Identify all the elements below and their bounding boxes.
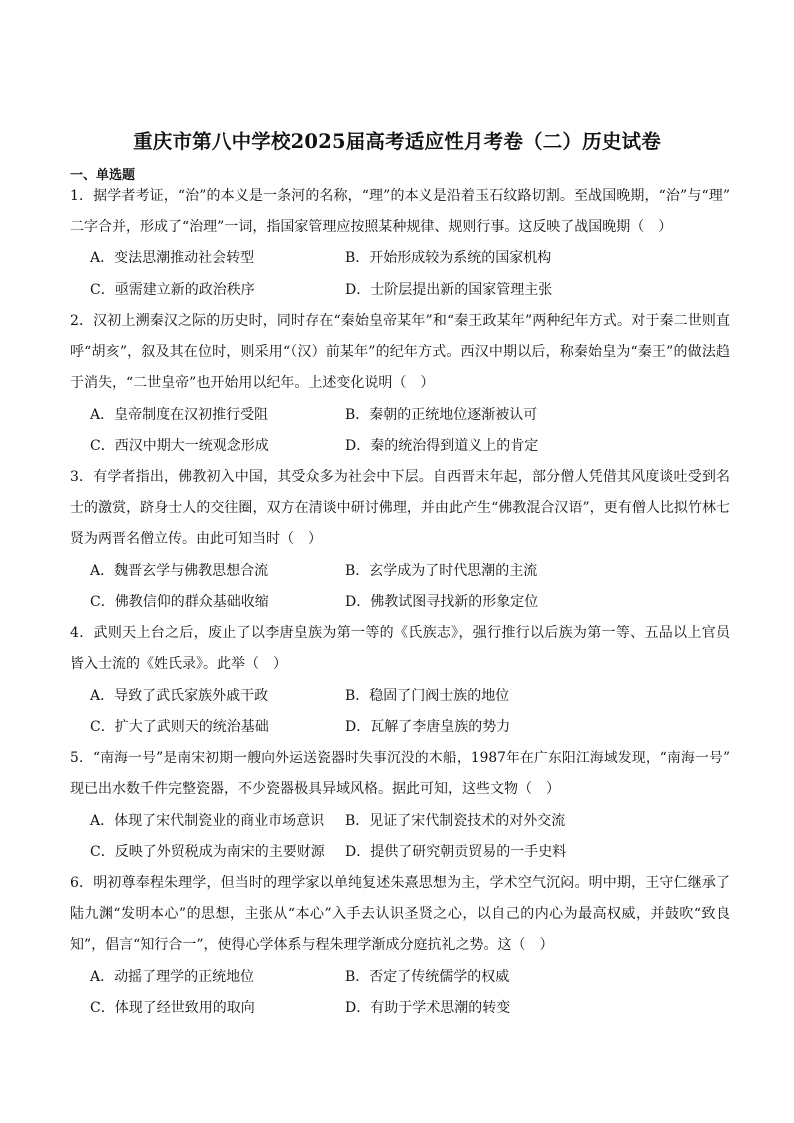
question-3-line-2: 士的激赏，跻身士人的交往圈，双方在清谈中研讨佛理，并由此产生“佛教混合汉语”，更有僧人比拟竹林七 bbox=[70, 500, 730, 516]
question-1-option-c[interactable]: C．亟需建立新的政治秩序 bbox=[90, 282, 255, 298]
question-5-line-2: 现已出水数千件完整瓷器，不少瓷器极具异域风格。据此可知，这些文物（ ） bbox=[70, 781, 560, 797]
question-6-option-b[interactable]: B．否定了传统儒学的权威 bbox=[345, 969, 510, 985]
question-6-option-a[interactable]: A．动摇了理学的正统地位 bbox=[90, 969, 255, 985]
question-1-option-d[interactable]: D．士阶层提出新的国家管理主张 bbox=[345, 282, 553, 298]
question-2-option-d[interactable]: D．秦的统治得到道义上的肯定 bbox=[345, 438, 539, 454]
question-3-option-b[interactable]: B．玄学成为了时代思潮的主流 bbox=[345, 563, 538, 579]
question-2-option-a[interactable]: A．皇帝制度在汉初推行受阻 bbox=[90, 407, 269, 423]
question-2-line-2: 呼“胡亥”，叙及其在位时，则采用“（汉）前某年”的纪年方式。西汉中期以后，称秦始皇为“秦王”的做法趋 bbox=[70, 344, 730, 360]
question-5-option-c[interactable]: C．反映了外贸税成为南宋的主要财源 bbox=[90, 844, 325, 860]
question-4-option-a[interactable]: A．导致了武氏家族外戚干政 bbox=[90, 688, 269, 704]
question-1-option-b[interactable]: B．开始形成较为系统的国家机构 bbox=[345, 250, 552, 266]
question-6-line-2: 陆九渊“发明本心”的思想，主张从“本心”入手去认识圣贤之心，以自己的内心为最高权威，并鼓吹“致良 bbox=[70, 906, 730, 922]
question-5-option-d[interactable]: D．提供了研究朝贡贸易的一手史料 bbox=[345, 844, 567, 860]
question-1-line-2: 二字合并，形成了“治理”一词，指国家管理应按照某种规律、规则行事。这反映了战国晚期（ ） bbox=[70, 219, 673, 235]
question-2-option-b[interactable]: B．秦朝的正统地位逐渐被认可 bbox=[345, 407, 538, 423]
question-4-option-d[interactable]: D．瓦解了李唐皇族的势力 bbox=[345, 719, 511, 735]
page-title: 重庆市第八中学校2025届高考适应性月考卷（二）历史试卷 bbox=[133, 130, 661, 153]
question-4-line-1: 4．武则天上台之后，废止了以李唐皇族为第一等的《氏族志》，强行推行以后族为第一等、五品以上官员 bbox=[70, 625, 730, 641]
question-6-option-c[interactable]: C．体现了经世致用的取向 bbox=[90, 1000, 255, 1016]
question-2-line-1: 2．汉初上溯秦汉之际的历史时，同时存在“秦始皇帝某年”和“秦王政某年”两种纪年方式。对于秦二世则直 bbox=[70, 313, 730, 329]
question-3-option-c[interactable]: C．佛教信仰的群众基础收缩 bbox=[90, 594, 269, 610]
question-1-option-a[interactable]: A．变法思潮推动社会转型 bbox=[90, 250, 255, 266]
question-2-option-c[interactable]: C．西汉中期大一统观念形成 bbox=[90, 438, 269, 454]
question-4-option-b[interactable]: B．稳固了门阀士族的地位 bbox=[345, 688, 510, 704]
question-4-line-2: 皆入士流的《姓氏录》。此举（ ） bbox=[70, 656, 287, 672]
question-1-line-1: 1．据学者考证，“治”的本义是一条河的名称，“理”的本义是沿着玉石纹路切割。至战国晚期，“治”与“理” bbox=[70, 188, 730, 204]
question-3-option-a[interactable]: A．魏晋玄学与佛教思想合流 bbox=[90, 563, 269, 579]
question-6-line-3: 知”，倡言“知行合一”，使得心学体系与程朱理学渐成分庭抗礼之势。这（ ） bbox=[70, 937, 554, 953]
question-5-line-1: 5．“南海一号”是南宋初期一艘向外运送瓷器时失事沉没的木船，1987年在广东阳江海域发现，“南海一号” bbox=[70, 750, 730, 766]
question-4-option-c[interactable]: C．扩大了武则天的统治基础 bbox=[90, 719, 269, 735]
question-3-line-1: 3．有学者指出，佛教初入中国，其受众多为社会中下层。自西晋末年起，部分僧人凭借其风度谈吐受到名 bbox=[70, 469, 730, 485]
question-6-option-d[interactable]: D．有助于学术思潮的转变 bbox=[345, 1000, 511, 1016]
question-5-option-a[interactable]: A．体现了宋代制瓷业的商业市场意识 bbox=[90, 813, 325, 829]
section-heading: 一、单选题 bbox=[70, 168, 136, 183]
question-5-option-b[interactable]: B．见证了宋代制瓷技术的对外交流 bbox=[345, 813, 566, 829]
question-3-line-3: 贤为两晋名僧立传。由此可知当时（ ） bbox=[70, 531, 322, 547]
question-6-line-1: 6．明初尊奉程朱理学，但当时的理学家以单纯复述朱熹思想为主，学术空气沉闷。明中期，王守仁继承了 bbox=[70, 875, 730, 891]
question-2-line-3: 于消失，“二世皇帝”也开始用以纪年。上述变化说明（ ） bbox=[70, 375, 435, 391]
question-3-option-d[interactable]: D．佛教试图寻找新的形象定位 bbox=[345, 594, 539, 610]
